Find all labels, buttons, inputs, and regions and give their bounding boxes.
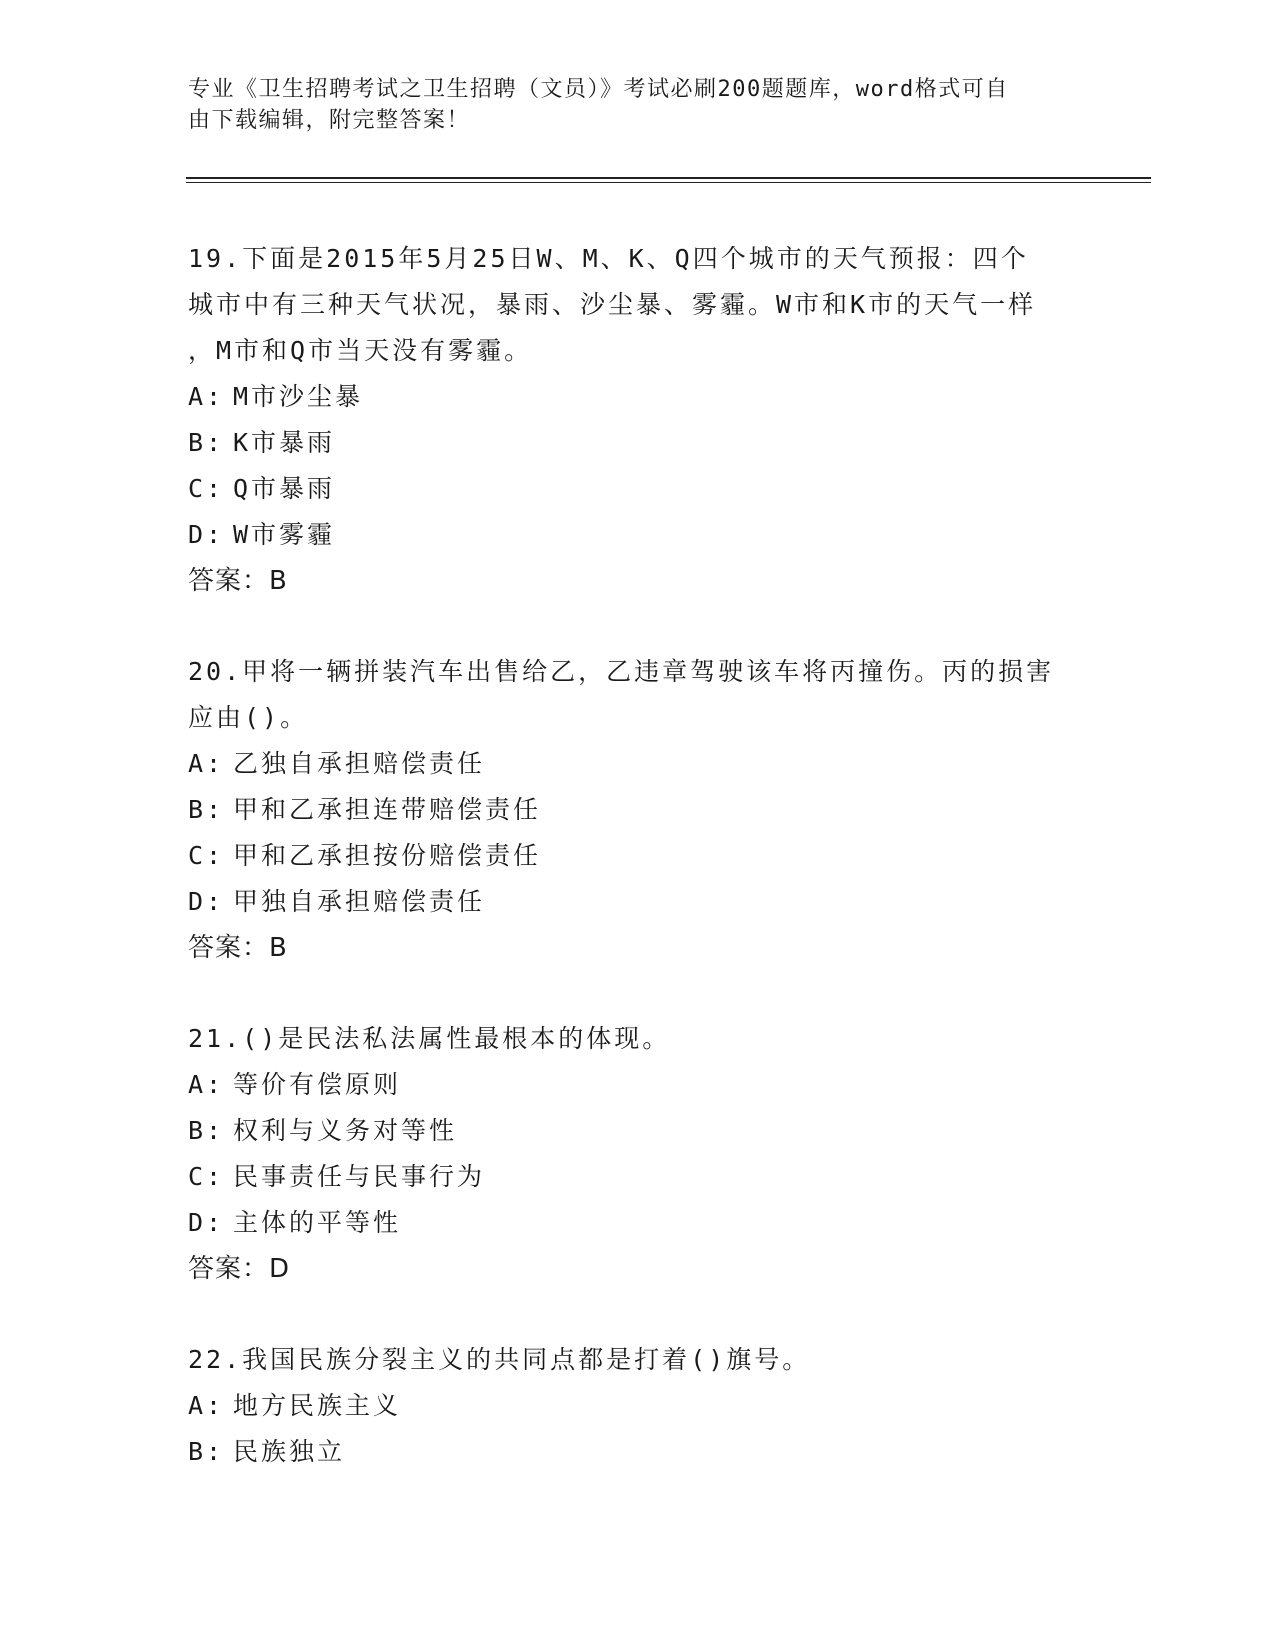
option-text: 等价有偿原则 [233, 1070, 402, 1099]
option-letter: C: [188, 1162, 225, 1191]
option-a [188, 1383, 1088, 1429]
question-stem: ，M市和Q市当天没有雾霾。 [188, 336, 533, 365]
answer-line: 答案：B [188, 566, 288, 596]
option-a [188, 374, 1088, 420]
option-letter: B: [188, 795, 225, 824]
option-letter: C: [188, 474, 225, 503]
option-c [188, 833, 1088, 879]
question-list [188, 236, 1088, 1520]
option-text: 乙独自承担赔偿责任 [233, 749, 486, 778]
option-d [188, 512, 1088, 558]
intro-line: 由下载编辑，附完整答案！ [188, 108, 471, 133]
option-letter: A: [188, 382, 225, 411]
option-c [188, 466, 1088, 512]
option-letter: C: [188, 841, 225, 870]
option-b [188, 787, 1088, 833]
option-a [188, 1062, 1088, 1108]
question-21 [188, 1016, 1088, 1292]
option-c [188, 1154, 1088, 1200]
option-text: 甲和乙承担连带赔偿责任 [233, 795, 542, 824]
option-text: 民族独立 [233, 1437, 346, 1466]
option-text: 地方民族主义 [233, 1391, 402, 1420]
option-b [188, 1429, 1088, 1475]
option-letter: A: [188, 1391, 225, 1420]
question-stem: 21.()是民法私法属性最根本的体现。 [188, 1024, 671, 1053]
option-letter: B: [188, 1116, 225, 1145]
question-stem: 20.甲将一辆拼装汽车出售给乙，乙违章驾驶该车将丙撞伤。丙的损害 [188, 657, 1055, 686]
question-20 [188, 649, 1088, 971]
option-text: 甲和乙承担按份赔偿责任 [233, 841, 542, 870]
intro-line: 专业《卫生招聘考试之卫生招聘（文员）》考试必刷200题题库，word格式可自 [188, 77, 1009, 102]
option-letter: A: [188, 749, 225, 778]
option-d [188, 879, 1088, 925]
option-text: W市雾霾 [233, 520, 336, 549]
option-letter: B: [188, 1437, 225, 1466]
option-text: K市暴雨 [233, 428, 336, 457]
option-letter: D: [188, 887, 225, 916]
option-letter: D: [188, 520, 225, 549]
answer-line: 答案：B [188, 933, 288, 963]
option-a [188, 741, 1088, 787]
option-text: Q市暴雨 [233, 474, 336, 503]
answer-line: 答案：D [188, 1254, 291, 1284]
option-text: M市沙尘暴 [233, 382, 364, 411]
header-divider-thin [186, 182, 1151, 183]
question-19 [188, 236, 1088, 604]
option-letter: D: [188, 1208, 225, 1237]
option-text: 民事责任与民事行为 [233, 1162, 486, 1191]
question-22 [188, 1337, 1088, 1475]
option-letter: A: [188, 1070, 225, 1099]
question-stem: 城市中有三种天气状况，暴雨、沙尘暴、雾霾。W市和K市的天气一样 [188, 290, 1037, 319]
question-stem: 22.我国民族分裂主义的共同点都是打着()旗号。 [188, 1345, 811, 1374]
option-b [188, 1108, 1088, 1154]
document-intro [188, 74, 1068, 136]
question-stem: 19.下面是2015年5月25日W、M、K、Q四个城市的天气预报：四个 [188, 244, 1029, 273]
option-text: 甲独自承担赔偿责任 [233, 887, 486, 916]
option-d [188, 1200, 1088, 1246]
header-divider [186, 177, 1151, 179]
option-letter: B: [188, 428, 225, 457]
option-b [188, 420, 1088, 466]
option-text: 权利与义务对等性 [233, 1116, 458, 1145]
option-text: 主体的平等性 [233, 1208, 402, 1237]
question-stem: 应由()。 [188, 703, 309, 732]
